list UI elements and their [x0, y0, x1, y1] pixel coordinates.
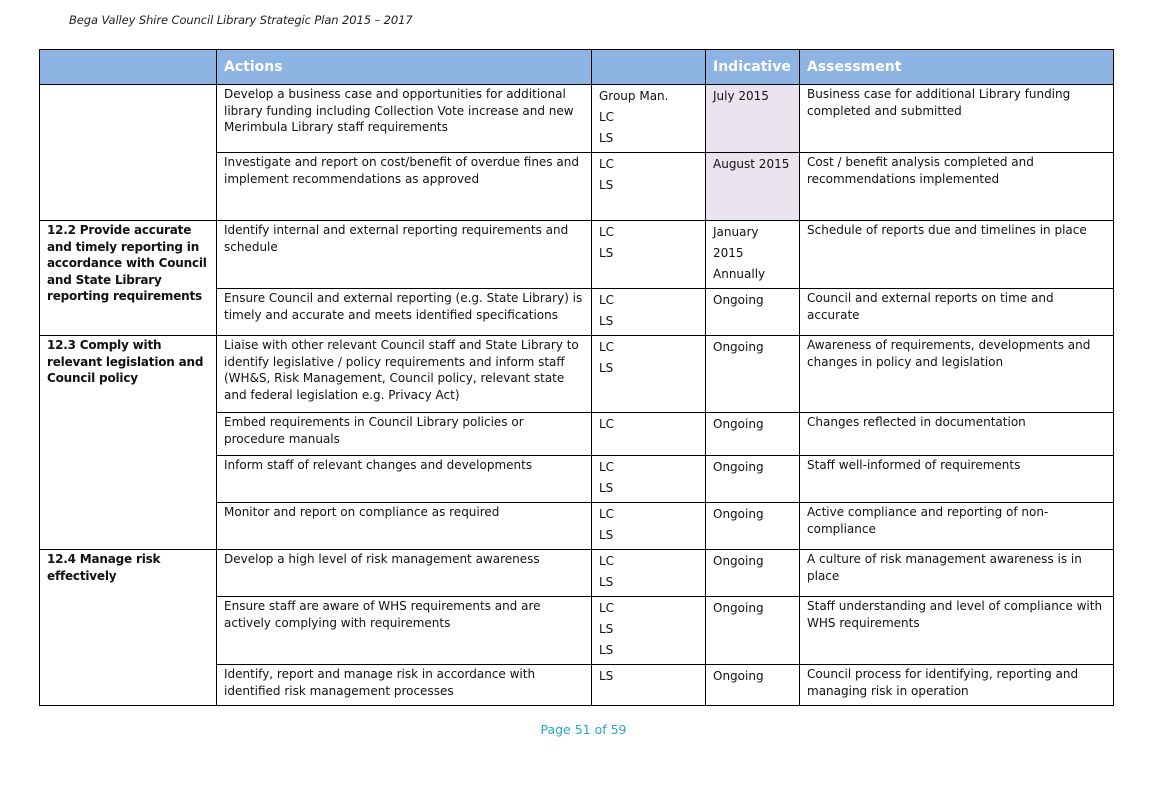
indicative-date: January 2015	[713, 225, 759, 260]
responsible-code: LC	[599, 293, 615, 307]
responsible-cell	[592, 665, 706, 706]
table-row	[40, 336, 1114, 413]
indicative-date: August 2015	[713, 157, 790, 171]
column-header-responsible	[592, 50, 706, 85]
indicative-cell	[706, 336, 800, 413]
action-cell: Identify, report and manage risk in accordance with identified risk management processes	[217, 665, 592, 706]
indicative-cell	[706, 503, 800, 550]
assessment-cell: Staff understanding and level of compliance with WHS requirements	[800, 597, 1114, 665]
responsible-code: LC	[599, 460, 615, 474]
indicative-date: Ongoing	[713, 669, 764, 683]
strategic-plan-table	[39, 49, 1114, 706]
responsible-code: LC	[599, 340, 615, 354]
responsible-cell	[592, 503, 706, 550]
table-row	[40, 221, 1114, 289]
column-header-indicative: Indicative	[706, 50, 800, 85]
indicative-cell	[706, 665, 800, 706]
table-header	[40, 50, 1114, 85]
action-cell: Investigate and report on cost/benefit of overdue fines and implement recommendations as approved	[217, 153, 592, 221]
responsible-cell	[592, 550, 706, 597]
assessment-cell: Schedule of reports due and timelines in place	[800, 221, 1114, 289]
indicative-cell	[706, 85, 800, 153]
assessment-cell: Changes reflected in documentation	[800, 413, 1114, 456]
responsible-cell	[592, 153, 706, 221]
indicative-cell	[706, 221, 800, 289]
assessment-cell: Business case for additional Library funding completed and submitted	[800, 85, 1114, 153]
responsible-code: LS	[599, 131, 614, 145]
action-cell: Identify internal and external reporting requirements and schedule	[217, 221, 592, 289]
responsible-code: LC	[599, 110, 615, 124]
objective-cell: 12.4 Manage risk effectively	[40, 550, 217, 706]
indicative-cell	[706, 153, 800, 221]
responsible-code: LC	[599, 554, 615, 568]
column-header-objective	[40, 50, 217, 85]
indicative-cell	[706, 456, 800, 503]
responsible-code: LC	[599, 601, 615, 615]
action-cell: Liaise with other relevant Council staff and State Library to identify legislative / policy requirements and inform staff (WH&S, Risk Management, Council policy, relevant state and federal legislation e.g. Privacy Act)	[217, 336, 592, 413]
action-cell: Ensure Council and external reporting (e.g. State Library) is timely and accurate and meets identified specifications	[217, 289, 592, 336]
action-cell: Develop a business case and opportunities for additional library funding including Collection Vote increase and new Merimbula Library staff requirements	[217, 85, 592, 153]
responsible-code: LS	[599, 669, 614, 683]
indicative-cell	[706, 550, 800, 597]
indicative-cell	[706, 597, 800, 665]
action-cell: Develop a high level of risk management awareness	[217, 550, 592, 597]
responsible-code: LC	[599, 417, 615, 431]
assessment-cell: Council process for identifying, reporting and managing risk in operation	[800, 665, 1114, 706]
responsible-cell	[592, 456, 706, 503]
column-header-actions: Actions	[217, 50, 592, 85]
indicative-date: Ongoing	[713, 554, 764, 568]
responsible-code: LS	[599, 361, 614, 375]
indicative-cell	[706, 413, 800, 456]
indicative-date: Ongoing	[713, 460, 764, 474]
assessment-cell: Council and external reports on time and accurate	[800, 289, 1114, 336]
objective-cell: 12.3 Comply with relevant legislation and Council policy	[40, 336, 217, 550]
table-body	[40, 85, 1114, 706]
objective-cell	[40, 85, 217, 221]
responsible-code: LS	[599, 643, 614, 657]
responsible-code: LS	[599, 481, 614, 495]
responsible-code: LC	[599, 157, 615, 171]
responsible-code: LS	[599, 178, 614, 192]
indicative-cell	[706, 289, 800, 336]
responsible-code: LS	[599, 528, 614, 542]
page-number: Page 51 of 59	[540, 722, 627, 737]
responsible-code: LS	[599, 622, 614, 636]
objective-cell: 12.2 Provide accurate and timely reporting in accordance with Council and State Library reporting requirements	[40, 221, 217, 336]
table-header-row	[40, 50, 1114, 85]
responsible-cell	[592, 597, 706, 665]
responsible-code: LS	[599, 575, 614, 589]
action-cell: Embed requirements in Council Library policies or procedure manuals	[217, 413, 592, 456]
indicative-date: Ongoing	[713, 340, 764, 354]
responsible-cell	[592, 413, 706, 456]
action-cell: Monitor and report on compliance as required	[217, 503, 592, 550]
responsible-cell	[592, 221, 706, 289]
indicative-date: Ongoing	[713, 417, 764, 431]
responsible-code: LC	[599, 507, 615, 521]
action-cell: Ensure staff are aware of WHS requirements and are actively complying with requirements	[217, 597, 592, 665]
indicative-date: Ongoing	[713, 507, 764, 521]
responsible-code: LS	[599, 246, 614, 260]
assessment-cell: Active compliance and reporting of non-compliance	[800, 503, 1114, 550]
responsible-cell	[592, 85, 706, 153]
indicative-date: July 2015	[713, 89, 769, 103]
responsible-cell	[592, 289, 706, 336]
indicative-date: Ongoing	[713, 293, 764, 307]
indicative-date: Ongoing	[713, 601, 764, 615]
table-row	[40, 85, 1114, 153]
assessment-cell: Staff well-informed of requirements	[800, 456, 1114, 503]
responsible-code: LS	[599, 314, 614, 328]
action-cell: Inform staff of relevant changes and developments	[217, 456, 592, 503]
document-header-title: Bega Valley Shire Council Library Strategic Plan 2015 – 2017	[69, 13, 413, 27]
column-header-assessment: Assessment	[800, 50, 1114, 85]
assessment-cell: Cost / benefit analysis completed and recommendations implemented	[800, 153, 1114, 221]
table-row	[40, 550, 1114, 597]
responsible-cell	[592, 336, 706, 413]
responsible-code: LC	[599, 225, 615, 239]
assessment-cell: A culture of risk management awareness is in place	[800, 550, 1114, 597]
indicative-date: Annually	[713, 267, 766, 281]
responsible-code: Group Man.	[599, 89, 669, 103]
assessment-cell: Awareness of requirements, developments and changes in policy and legislation	[800, 336, 1114, 413]
